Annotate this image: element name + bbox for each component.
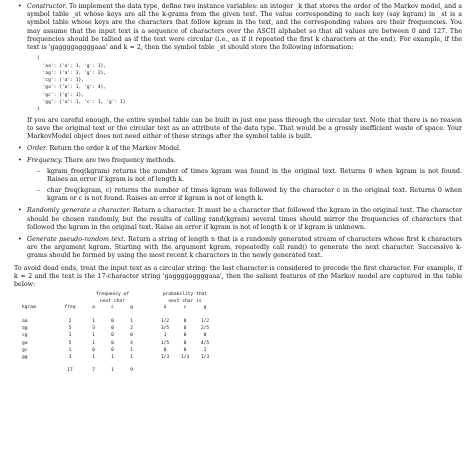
table-totals-row <box>22 367 215 374</box>
table-cell: 1/3 <box>180 355 190 361</box>
total-cell <box>22 367 56 374</box>
table-header-row <box>22 305 215 312</box>
table-row <box>22 354 215 361</box>
table-cell: aa <box>22 319 28 325</box>
item-label: Generate pseudo-random text. <box>27 236 126 244</box>
bullet-icon: • <box>18 207 22 215</box>
table-cell: 2 <box>68 319 72 325</box>
total-cell: 9 <box>130 368 133 374</box>
header-cell: frequency of <box>95 292 130 298</box>
table-cell: 0 <box>111 319 114 325</box>
method-list <box>14 3 462 261</box>
table-cell: 4 <box>130 340 133 346</box>
order-item <box>14 145 462 153</box>
gen-paragraph <box>27 236 462 261</box>
table-cell: 0 <box>183 319 187 325</box>
dash-icon: – <box>37 187 41 195</box>
frequency-paragraph <box>27 157 462 165</box>
header-cell: a <box>92 305 95 311</box>
item-label: Constructor. <box>27 3 67 10</box>
table-row <box>22 347 215 354</box>
table-cell: 1 <box>92 319 95 325</box>
total-cell <box>155 367 175 374</box>
table-cell: 0 <box>92 347 95 353</box>
table-cell: 0 <box>111 333 114 339</box>
table-cell: 0 <box>203 333 207 339</box>
header-cell: g <box>203 305 207 311</box>
closing-paragraph: To avoid dead ends, treat the input text as a circular string: the last character is considered to precede the first character. For example, if k = 2 and the text is the 17-character string 'gaggggaggggaaa', then the salient features of the Markov model are captured in the table below: <box>14 264 462 289</box>
kgram-freq-item <box>27 168 462 184</box>
table-cell: 0 <box>183 326 187 332</box>
table-cell: 1/3 <box>160 355 170 361</box>
table-cell: gg <box>22 355 28 361</box>
rand-paragraph <box>27 207 462 232</box>
table-row <box>22 340 215 347</box>
constructor-paragraph <box>27 3 462 52</box>
table-cell: cg <box>22 333 28 339</box>
table-cell: 1 <box>130 355 133 361</box>
markov-table <box>22 292 215 374</box>
table-cell: ag <box>22 326 28 332</box>
item-text: There are two frequency methods. <box>64 157 176 165</box>
table-cell: 0 <box>111 347 114 353</box>
table-cell: 0 <box>130 333 133 339</box>
total-cell: 17 <box>67 368 73 374</box>
bullet-icon: • <box>18 3 22 10</box>
item-text: Return the order k of the Markov Model. <box>49 145 182 153</box>
char-freq-item <box>27 187 462 203</box>
table-cell: 1/2 <box>160 319 170 325</box>
header-cell: next char is <box>168 298 202 304</box>
table-body <box>22 318 215 361</box>
table-cell: 1 <box>68 333 72 339</box>
table-cell: 4/5 <box>200 340 210 346</box>
table-cell: 5 <box>68 326 72 332</box>
table-cell: gc <box>22 347 28 353</box>
frequency-item <box>14 157 462 203</box>
order-paragraph <box>27 145 462 153</box>
header-cell: c <box>183 305 187 311</box>
table-cell: 1 <box>130 319 133 325</box>
header-cell <box>56 292 84 299</box>
table-cell: 5 <box>68 340 72 346</box>
sub-text: kgram_freq(kgram) returns the number of times kgram was found in the original text. Returns 0 when kgram is not found. Raises an error if kgram is not of length k. <box>47 167 462 183</box>
sub-text: char_freq(kgram, c) returns the number of times kgram was followed by the character c in the original text. Returns 0 when kgram or c is not found. Raises an error if kgram is not of length k. <box>47 187 462 203</box>
header-cell: g <box>130 305 133 311</box>
table-cell: ga <box>22 340 28 346</box>
table-cell: 1 <box>92 340 95 346</box>
header-cell: probability that <box>162 292 208 298</box>
bullet-icon: • <box>18 157 22 165</box>
table-cell: 3 <box>92 326 95 332</box>
item-text: Return a character. It must be a character that followed the kgram in the original text. The character should be chosen randomly, but the results of calling rand(kgram) several times should mirror the frequencies of characters that followed the kgram in the original text. Raise an error if kgram is not of length k or if kgram is unknown. <box>27 207 462 231</box>
table-cell: 0 <box>183 333 187 339</box>
header-cell: next char <box>100 298 125 304</box>
header-cell: kgram <box>22 305 36 311</box>
header-cell <box>22 292 56 299</box>
total-cell: 7 <box>92 368 95 374</box>
item-label: Order. <box>27 145 48 153</box>
table-header-row <box>22 299 215 306</box>
item-label: Frequency. <box>27 157 63 165</box>
constructor-item <box>14 3 462 141</box>
item-text: Return a string of length n that is a randomly generated stream of characters whose first k characters are the argument kgram. Starting with the argument kgram, repeatedly call rand() to generate the next character. Successive k-grams should be formed by using the most recent k characters in the newly generated text. <box>27 236 462 260</box>
table-cell: 1 <box>68 347 72 353</box>
gen-item <box>14 236 462 261</box>
header-cell: a <box>163 305 167 311</box>
table-cell: 3/5 <box>160 326 170 332</box>
item-label: Randomly generate a character. <box>27 207 131 215</box>
table-cell: 1 <box>203 347 207 353</box>
table-row <box>22 318 215 325</box>
header-cell: freq <box>64 305 76 311</box>
dash-icon: – <box>37 167 41 175</box>
table-cell: 0 <box>163 347 167 353</box>
table-cell: 2/5 <box>200 326 210 332</box>
rand-item <box>14 207 462 232</box>
item-text: To implement the data type, define two instance variables: an integer _k that stores the order of the Markov model, and a symbol table _st whose keys are all the k-grams from the given text. The value corresponding to each key (say kgram) in _st is a symbol table whose keys are the characters that follow kgram in the text, and the corresponding values are their frequencies. You may assume that the input text is a sequence of characters over the ASCII alphabet so that all values are between 0 and 127. The frequencies should be tallied as if the text were circular (i.e., as if it repeated the first k characters at the end). For example, if the text is 'gaggggaggggaaa' and k = 2, then the symbol table _st should store the following information: <box>27 3 462 52</box>
table-cell: 0 <box>111 340 114 346</box>
table-cell: 1 <box>130 347 133 353</box>
table-row <box>22 325 215 332</box>
table-header-row <box>22 292 215 299</box>
table-cell: 0 <box>111 326 114 332</box>
table-cell: 2 <box>130 326 133 332</box>
total-cell: 1 <box>111 368 114 374</box>
table-row <box>22 332 215 339</box>
table-cell: 1 <box>111 355 114 361</box>
table-cell: 1 <box>163 333 167 339</box>
table-cell: 1/2 <box>200 319 210 325</box>
document-page <box>14 3 462 374</box>
table-cell: 0 <box>183 347 187 353</box>
table-cell: 1/3 <box>200 355 210 361</box>
constructor-note: If you are careful enough, the entire symbol table can be built in just one pass through the circular text. Note that there is no reason to save the original text or the circular text as an attribute of the data type. That would be a grossly inefficient waste of space. Your MarkovModel object does not need either of these strings after the symbol table is built. <box>27 116 462 140</box>
total-cell <box>195 367 215 374</box>
table-cell: 1 <box>92 333 95 339</box>
table-cell: 0 <box>183 340 187 346</box>
total-cell <box>175 367 195 374</box>
table-cell: 1 <box>92 355 95 361</box>
table-cell: 1/5 <box>160 340 170 346</box>
symbol-table-code: { 'aa': {'a': 1, 'g': 1}, 'ag': {'a': 3, 'g': 2}, 'cg': {'a': 1}, 'ga': {'a': 1, 'g': 4}, 'gc': {'g': 1}, 'gg': {'a': 1, 'c': 1, 'g': 1} } <box>37 56 126 113</box>
bullet-icon: • <box>18 236 22 244</box>
frequency-sublist <box>27 168 462 204</box>
bullet-icon: • <box>18 145 22 153</box>
header-cell: c <box>111 305 114 311</box>
table-cell: 3 <box>68 355 72 361</box>
